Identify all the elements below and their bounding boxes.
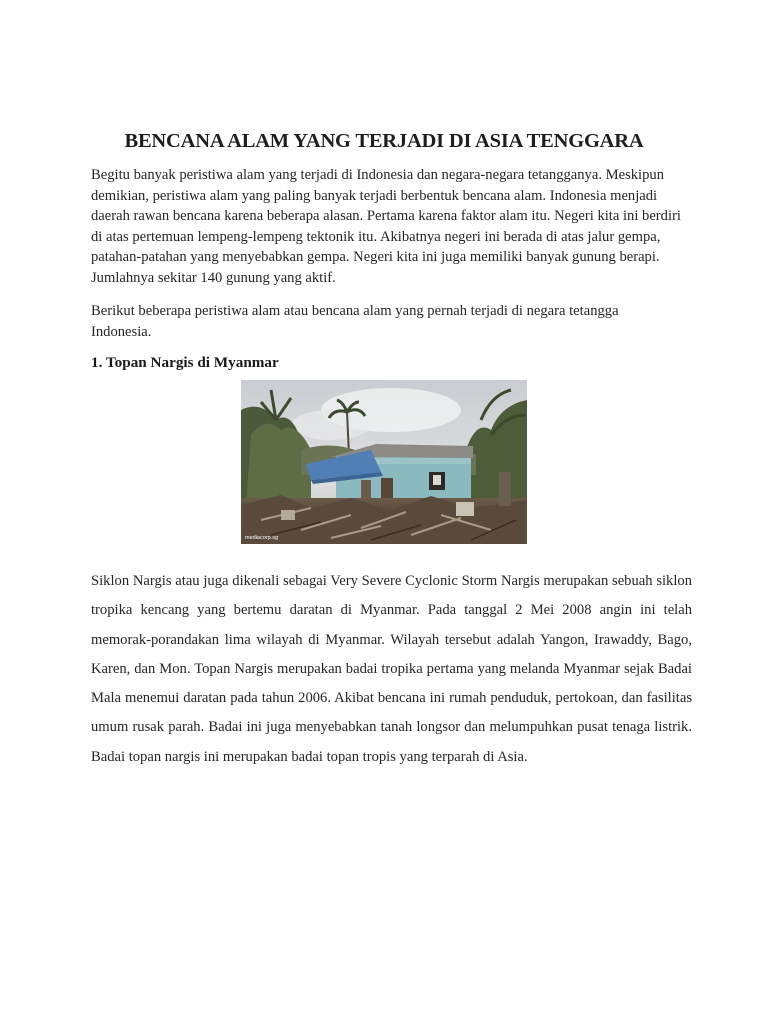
cyclone-damage-photo xyxy=(241,380,527,544)
photo-credit: mediacorp.sg xyxy=(245,535,279,541)
intro-paragraph: Begitu banyak peristiwa alam yang terjadi di Indonesia dan negara-negara tetangganya. Meskipun demikian, peristiwa alam yang paling banyak terjadi berbentuk bencana alam. Indonesia menjadi daerah rawan bencana karena beberapa alasan. Pertama karena faktor alam itu. Negeri kita ini berdiri di atas pertemuan lempeng-lempeng tektonik itu. Akibatnya negeri ini berada di atas jalur gempa, patahan-patahan yang menyebabkan gempa. Negeri kita ini juga memiliki banyak gunung berapi. Jumlahnya sekitar 140 gunung yang aktif. xyxy=(91,167,681,286)
section-heading-nargis: 1. Topan Nargis di Myanmar xyxy=(91,354,279,371)
list-intro-paragraph: Berikut beberapa peristiwa alam atau bencana alam yang pernah terjadi di negara tetangga Indonesia. xyxy=(91,303,619,340)
nargis-paragraph: Siklon Nargis atau juga dikenali sebagai Very Severe Cyclonic Storm Nargis merupakan sebuah siklon tropika kencang yang bertemu daratan di Myanmar. Pada tanggal 2 Mei 2008 angin ini telah memorak-porandakan lima wilayah di Myanmar. Wilayah tersebut adalah Yangon, Irawaddy, Bago, Karen, dan Mon. Topan Nargis merupakan badai tropika pertama yang melanda Myanmar sejak Badai Mala menemui daratan pada tahun 2006. Akibat bencana ini rumah penduduk, pertokoan, dan fasilitas umum rusak parah. Badai ini juga menyebabkan tanah longsor dan melumpuhkan pusat tenaga listrik. Badai topan nargis ini merupakan badai topan tropis yang terparah di Asia. xyxy=(91,573,692,765)
document-title: BENCANA ALAM YANG TERJADI DI ASIA TENGGARA xyxy=(124,130,644,152)
